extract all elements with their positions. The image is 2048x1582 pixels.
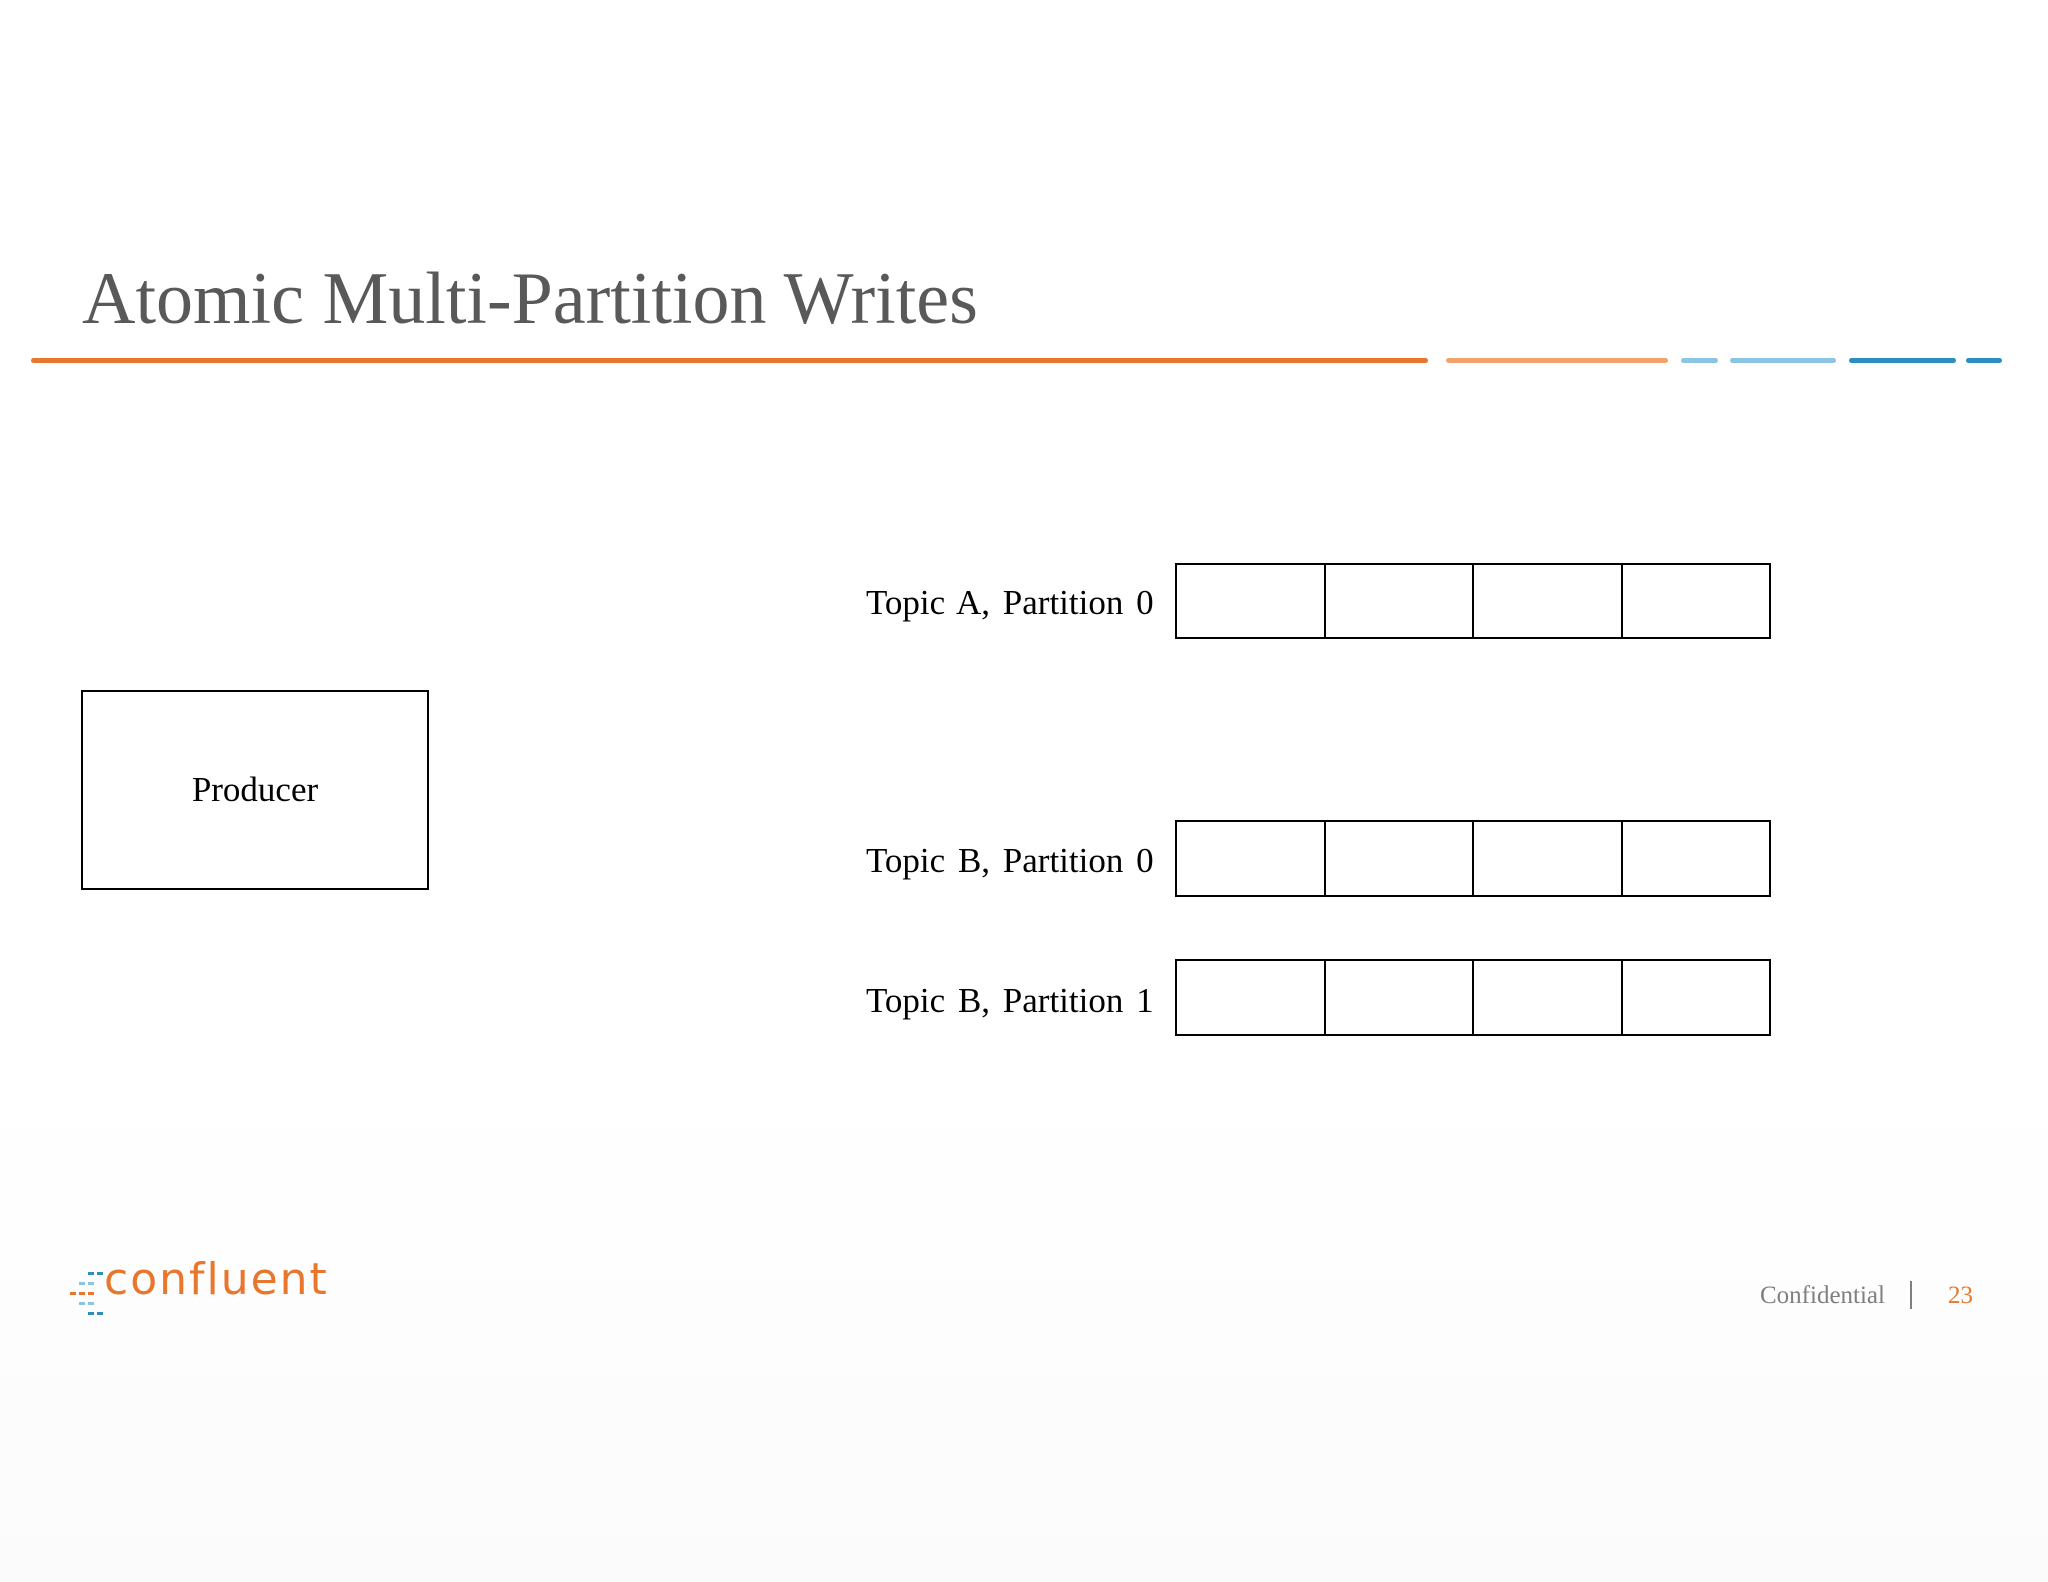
log-cell bbox=[1474, 961, 1623, 1034]
log-cell bbox=[1623, 565, 1770, 637]
title-rule-orange bbox=[31, 358, 1428, 363]
log-cell bbox=[1474, 565, 1623, 637]
title-rule-blue bbox=[1849, 358, 1956, 363]
log-cell bbox=[1326, 822, 1475, 895]
confluent-logo-mark-icon bbox=[70, 1266, 104, 1318]
footer-page-number: 23 bbox=[1948, 1282, 1973, 1309]
partition-log-topic-b-0 bbox=[1175, 820, 1771, 897]
partition-label-topic-a-0: Topic A, Partition 0 bbox=[866, 583, 1154, 622]
log-cell bbox=[1474, 822, 1623, 895]
log-cell bbox=[1177, 961, 1326, 1034]
log-cell bbox=[1326, 565, 1475, 637]
log-cell bbox=[1623, 822, 1770, 895]
log-cell bbox=[1177, 822, 1326, 895]
title-rule-light-orange bbox=[1446, 358, 1668, 363]
footer-confidential: Confidential bbox=[1760, 1282, 1885, 1309]
title-rule-light-blue-short bbox=[1681, 358, 1718, 363]
partition-label-topic-b-1: Topic B, Partition 1 bbox=[866, 981, 1154, 1020]
log-cell bbox=[1177, 565, 1326, 637]
log-cell bbox=[1623, 961, 1770, 1034]
confluent-logo bbox=[70, 1254, 330, 1318]
footer-separator bbox=[1910, 1281, 1912, 1309]
partition-log-topic-a-0 bbox=[1175, 563, 1771, 639]
title-rule-light-blue bbox=[1730, 358, 1836, 363]
title-rule-blue-short bbox=[1966, 358, 2002, 363]
slide-title: Atomic Multi-Partition Writes bbox=[82, 258, 978, 340]
producer-box bbox=[81, 690, 429, 890]
log-cell bbox=[1326, 961, 1475, 1034]
confluent-logo-text: confluent bbox=[104, 1254, 329, 1305]
partition-label-topic-b-0: Topic B, Partition 0 bbox=[866, 841, 1154, 880]
background-tint bbox=[0, 1080, 2048, 1582]
partition-log-topic-b-1 bbox=[1175, 959, 1771, 1036]
producer-label: Producer bbox=[191, 770, 319, 809]
